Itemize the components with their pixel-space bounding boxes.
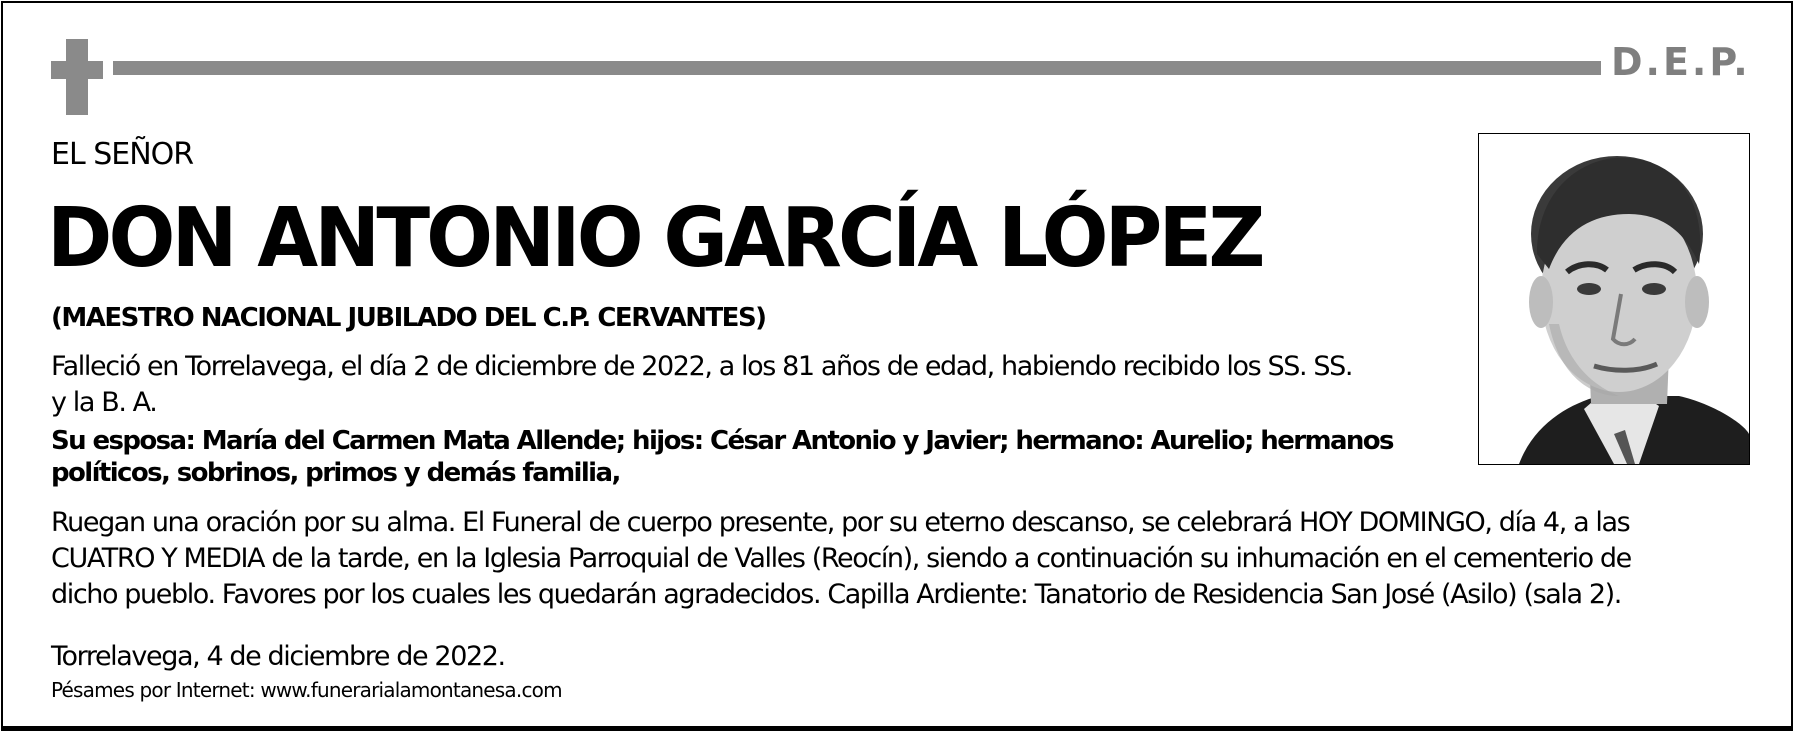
- funeral-line: dicho pueblo. Favores por los cuales les quedarán agradecidos. Capilla Ardiente: Tanatorio de Residencia San José (Asilo) (sala 2).: [51, 579, 1621, 610]
- cross-icon: [51, 39, 103, 115]
- death-line: Falleció en Torrelavega, el día 2 de diciembre de 2022, a los 81 años de edad, habiendo recibido los SS. SS.: [51, 351, 1352, 382]
- family-list: [51, 425, 1451, 489]
- death-line: y la B. A.: [51, 387, 157, 418]
- deceased-name: DON ANTONIO GARCÍA LÓPEZ: [47, 191, 1262, 286]
- death-announcement: [51, 349, 1451, 421]
- dep-label: D.E.P.: [1611, 40, 1751, 84]
- place-date: Torrelavega, 4 de diciembre de 2022.: [51, 641, 505, 672]
- header-rule: [113, 61, 1601, 75]
- funeral-line: CUATRO Y MEDIA de la tarde, en la Iglesia Parroquial de Valles (Reocín), siendo a continuación su inhumación en el cementerio de: [51, 543, 1631, 574]
- family-line: políticos, sobrinos, primos y demás familia,: [51, 458, 620, 488]
- pre-title: EL SEÑOR: [51, 137, 194, 172]
- condolences-line: Pésames por Internet: www.funerarialamontanesa.com: [51, 678, 562, 702]
- deceased-subtitle: (MAESTRO NACIONAL JUBILADO DEL C.P. CERVANTES): [51, 303, 766, 333]
- family-line: Su esposa: María del Carmen Mata Allende; hijos: César Antonio y Javier; hermano: Aurelio; hermanos: [51, 426, 1393, 456]
- funeral-line: Ruegan una oración por su alma. El Funeral de cuerpo presente, por su eterno descanso, se celebrará HOY DOMINGO, día 4, a las: [51, 507, 1630, 538]
- obituary-notice: [1, 1, 1793, 731]
- funeral-details: [51, 505, 1751, 613]
- portrait-photo: [1478, 133, 1750, 465]
